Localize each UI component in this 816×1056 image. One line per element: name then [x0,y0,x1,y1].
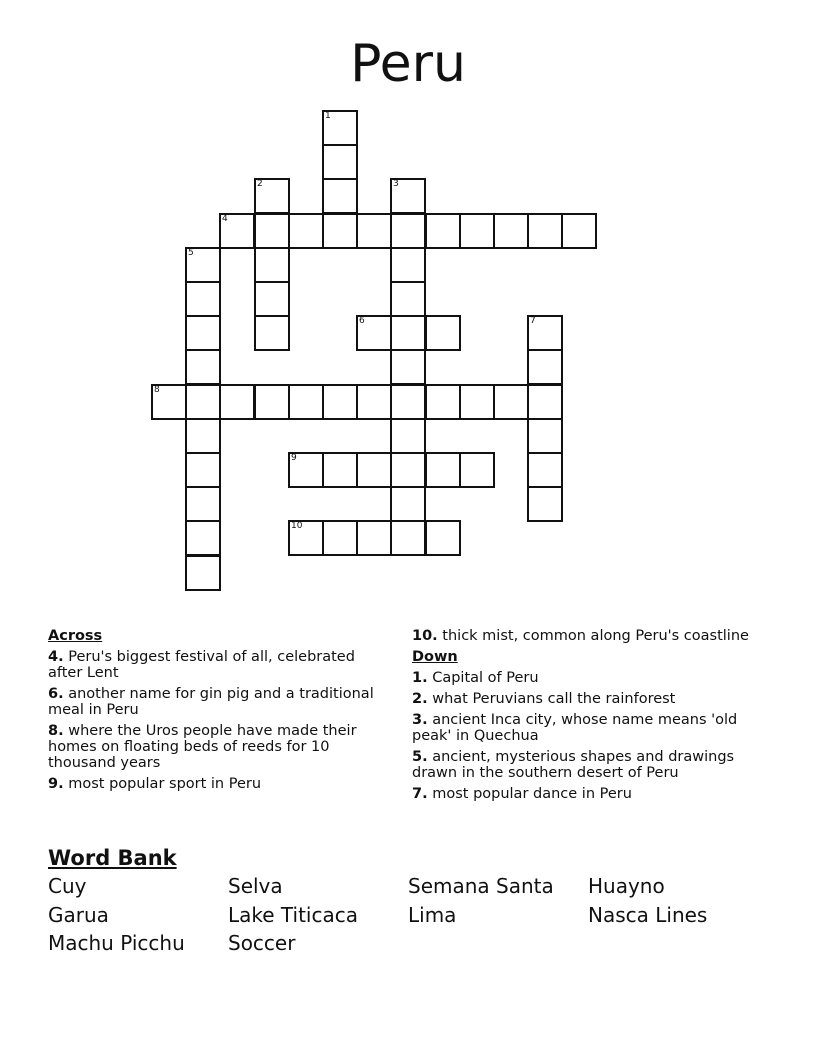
clue-number: 1 [325,111,331,121]
grid-cell[interactable] [425,213,461,249]
grid-cell[interactable] [459,384,495,420]
grid-cell[interactable] [185,555,221,591]
clue-down-1: 1. Capital of Peru [412,670,539,686]
clue-number: 7 [530,316,536,326]
grid-cell[interactable] [185,452,221,488]
clue-across-10: 10. thick mist, common along Peru's coastline [412,628,749,644]
grid-cell[interactable] [254,178,290,214]
grid-cell[interactable] [356,520,392,556]
grid-cell[interactable] [425,520,461,556]
grid-cell[interactable] [219,213,255,249]
word-bank-item: Lake Titicaca [228,902,358,927]
grid-cell[interactable] [459,452,495,488]
clue-number: 2 [257,179,263,189]
clue-down-3: 3. ancient Inca city, whose name means 'old peak' in Quechua [412,712,738,744]
grid-cell[interactable] [390,452,426,488]
clues-left-column [48,628,388,797]
grid-cell[interactable] [322,452,358,488]
grid-cell[interactable] [390,349,426,385]
grid-cell[interactable] [185,247,221,283]
clue-number: 8 [154,385,160,395]
grid-cell[interactable] [356,315,392,351]
grid-cell[interactable] [288,213,324,249]
grid-cell[interactable] [493,384,529,420]
grid-cell[interactable] [390,520,426,556]
clue-across-9: 9. most popular sport in Peru [48,776,262,792]
clue-number: 5 [188,248,194,258]
grid-cell[interactable] [527,418,563,454]
page-title: Peru [350,34,466,94]
grid-cell[interactable] [288,452,324,488]
grid-cell[interactable] [151,384,187,420]
grid-cell[interactable] [425,384,461,420]
across-heading: Across [48,628,103,644]
grid-cell[interactable] [185,418,221,454]
clue-across-6: 6. another name for gin pig and a traditional meal in Peru [48,686,374,718]
grid-cell[interactable] [322,178,358,214]
clue-down-7: 7. most popular dance in Peru [412,786,632,802]
word-bank-item: Machu Picchu [48,931,185,955]
grid-cell[interactable] [390,247,426,283]
grid-cell[interactable] [356,452,392,488]
grid-cell[interactable] [288,520,324,556]
grid-cell[interactable] [356,384,392,420]
grid-cell[interactable] [493,213,529,249]
clues-right-column [412,628,752,807]
grid-cell[interactable] [322,520,358,556]
grid-cell[interactable] [185,486,221,522]
grid-cell[interactable] [527,213,563,249]
grid-cell[interactable] [288,384,324,420]
grid-cell[interactable] [527,315,563,351]
clue-number: 4 [222,214,228,224]
word-bank-item: Garua [48,902,109,927]
grid-cell[interactable] [561,213,597,249]
clue-number: 10 [291,521,303,531]
grid-cell[interactable] [185,384,221,420]
grid-cell[interactable] [254,315,290,351]
down-heading: Down [412,649,458,665]
grid-cell[interactable] [527,486,563,522]
clue-down-5: 5. ancient, mysterious shapes and drawings drawn in the southern desert of Peru [412,749,735,781]
grid-cell[interactable] [390,315,426,351]
clue-across-4: 4. Peru's biggest festival of all, celebrated after Lent [48,649,355,681]
grid-cell[interactable] [322,213,358,249]
word-bank-item: Huayno [588,874,665,898]
grid-cell[interactable] [254,384,290,420]
grid-cell[interactable] [185,520,221,556]
grid-cell[interactable] [527,384,563,420]
grid-cell[interactable] [390,384,426,420]
grid-cell[interactable] [527,349,563,385]
grid-cell[interactable] [185,281,221,317]
grid-cell[interactable] [527,452,563,488]
clue-across-8: 8. where the Uros people have made their homes on floating beds of reeds for 10 thousand years [48,723,357,771]
clue-number: 9 [291,453,297,463]
clue-number: 3 [393,179,399,189]
grid-cell[interactable] [322,144,358,180]
grid-cell[interactable] [390,418,426,454]
grid-cell[interactable] [459,213,495,249]
grid-cell[interactable] [185,315,221,351]
word-bank-item: Semana Santa [408,874,554,898]
grid-cell[interactable] [185,349,221,385]
word-bank-list [48,872,768,958]
clue-down-2: 2. what Peruvians call the rainforest [412,691,676,707]
grid-cell[interactable] [356,213,392,249]
grid-cell[interactable] [425,452,461,488]
grid-cell[interactable] [322,110,358,146]
grid-cell[interactable] [390,281,426,317]
word-bank-item: Cuy [48,874,87,898]
grid-cell[interactable] [219,384,255,420]
clue-number: 6 [359,316,365,326]
grid-cell[interactable] [425,315,461,351]
word-bank-item: Lima [408,902,457,927]
grid-cell[interactable] [254,213,290,249]
grid-cell[interactable] [390,178,426,214]
grid-cell[interactable] [254,247,290,283]
word-bank-item: Nasca Lines [588,902,708,927]
word-bank-item: Soccer [228,931,296,955]
grid-cell[interactable] [390,486,426,522]
word-bank-item: Selva [228,874,283,898]
grid-cell[interactable] [322,384,358,420]
grid-cell[interactable] [254,281,290,317]
word-bank-title: Word Bank [48,846,177,870]
grid-cell[interactable] [390,213,426,249]
